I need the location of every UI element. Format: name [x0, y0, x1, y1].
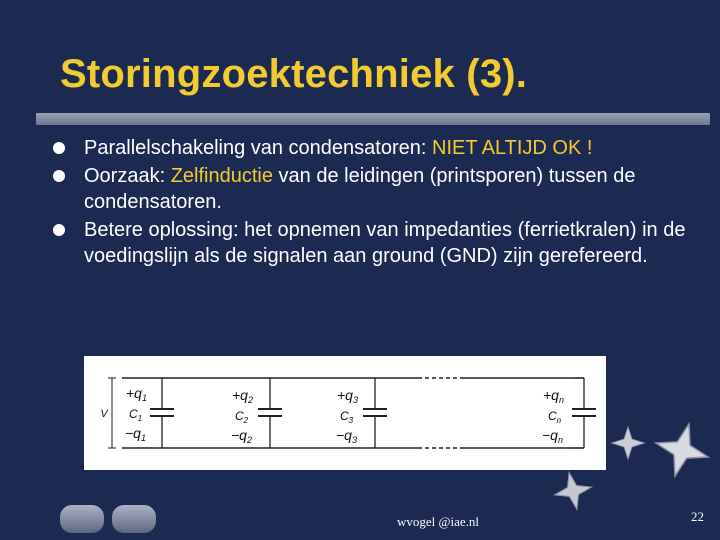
capacitor — [336, 378, 387, 448]
svg-text:+q2 — [232, 387, 253, 405]
bullet-highlight: NIET ALTIJD OK ! — [432, 137, 593, 159]
capacitor-name-subscript: 2 — [243, 416, 249, 425]
capacitor-plus-subscript: 3 — [352, 395, 358, 405]
nav-back-icon[interactable] — [60, 505, 104, 533]
bullet-dot-icon — [53, 224, 65, 236]
svg-text:C2 — [235, 409, 249, 425]
bullet-text: Parallelschakeling van condensatoren: — [84, 137, 432, 159]
capacitor — [125, 378, 174, 448]
capacitor-plus-label: +q — [337, 387, 353, 403]
capacitor-minus-subscript: 3 — [351, 435, 357, 445]
svg-text:−qn — [542, 427, 563, 445]
star-icon — [652, 420, 712, 480]
footer-email: wvogel @iae.nl — [397, 514, 480, 529]
capacitor-minus-subscript: 1 — [140, 433, 146, 443]
slide-title: Storingzoektechniek (3). — [60, 52, 528, 96]
capacitor-name-subscript: 1 — [137, 414, 143, 423]
capacitor-minus-label: −q — [125, 425, 141, 441]
capacitor-name: C — [129, 407, 138, 421]
svg-text:−q2 — [231, 427, 252, 445]
capacitor — [231, 378, 282, 448]
capacitor — [542, 378, 596, 448]
voltage-label: V — [100, 408, 108, 420]
svg-text:+q1 — [126, 385, 147, 403]
svg-text:−q3 — [336, 427, 357, 445]
capacitor-name: C — [235, 409, 244, 423]
capacitor-plus-subscript: n — [558, 395, 564, 405]
capacitor-minus-label: −q — [336, 427, 352, 443]
bullet-text: Betere oplossing: het opnemen van impedanties (ferrietkralen) in de voedingslijn als de signalen aan ground (GND) zijn gerefereerd. — [84, 219, 686, 267]
capacitor-plus-subscript: 1 — [141, 393, 147, 403]
bullet-highlight: Zelfinductie — [170, 165, 273, 187]
title-underline-bar — [36, 113, 710, 125]
capacitor-minus-label: −q — [542, 427, 558, 443]
star-icon — [552, 470, 594, 512]
capacitor-minus-subscript: n — [557, 435, 563, 445]
capacitor-plus-label: +q — [126, 385, 142, 401]
capacitor-plus-label: +q — [543, 387, 559, 403]
capacitor-name-subscript: n — [556, 416, 562, 425]
svg-text:C3 — [340, 409, 354, 425]
capacitor-name-subscript: 3 — [348, 416, 354, 425]
capacitor-name: C — [548, 409, 557, 423]
svg-text:+qn — [543, 387, 564, 405]
bullet-text: Oorzaak: — [84, 165, 171, 187]
nav-forward-icon[interactable] — [112, 505, 156, 533]
bullet-item — [50, 217, 690, 269]
svg-text:−q1 — [125, 425, 146, 443]
capacitor-minus-label: −q — [231, 427, 247, 443]
bullet-list — [50, 135, 690, 271]
svg-text:C1 — [129, 407, 142, 423]
page-number: 22 — [691, 509, 704, 524]
capacitor-minus-subscript: 2 — [246, 435, 252, 445]
bullet-item — [50, 135, 690, 161]
capacitor-name: C — [340, 409, 349, 423]
capacitor-plus-label: +q — [232, 387, 248, 403]
bullet-dot-icon — [53, 170, 65, 182]
svg-text:+q3 — [337, 387, 358, 405]
bullet-item — [50, 163, 690, 215]
capacitor-plus-subscript: 2 — [247, 395, 253, 405]
bullet-text: van de leidingen (printsporen) tussen de condensatoren. — [84, 165, 636, 213]
svg-text:Cn — [548, 409, 562, 425]
capacitor-circuit-diagram — [84, 356, 606, 470]
bullet-dot-icon — [53, 142, 65, 154]
star-icon — [610, 425, 646, 461]
